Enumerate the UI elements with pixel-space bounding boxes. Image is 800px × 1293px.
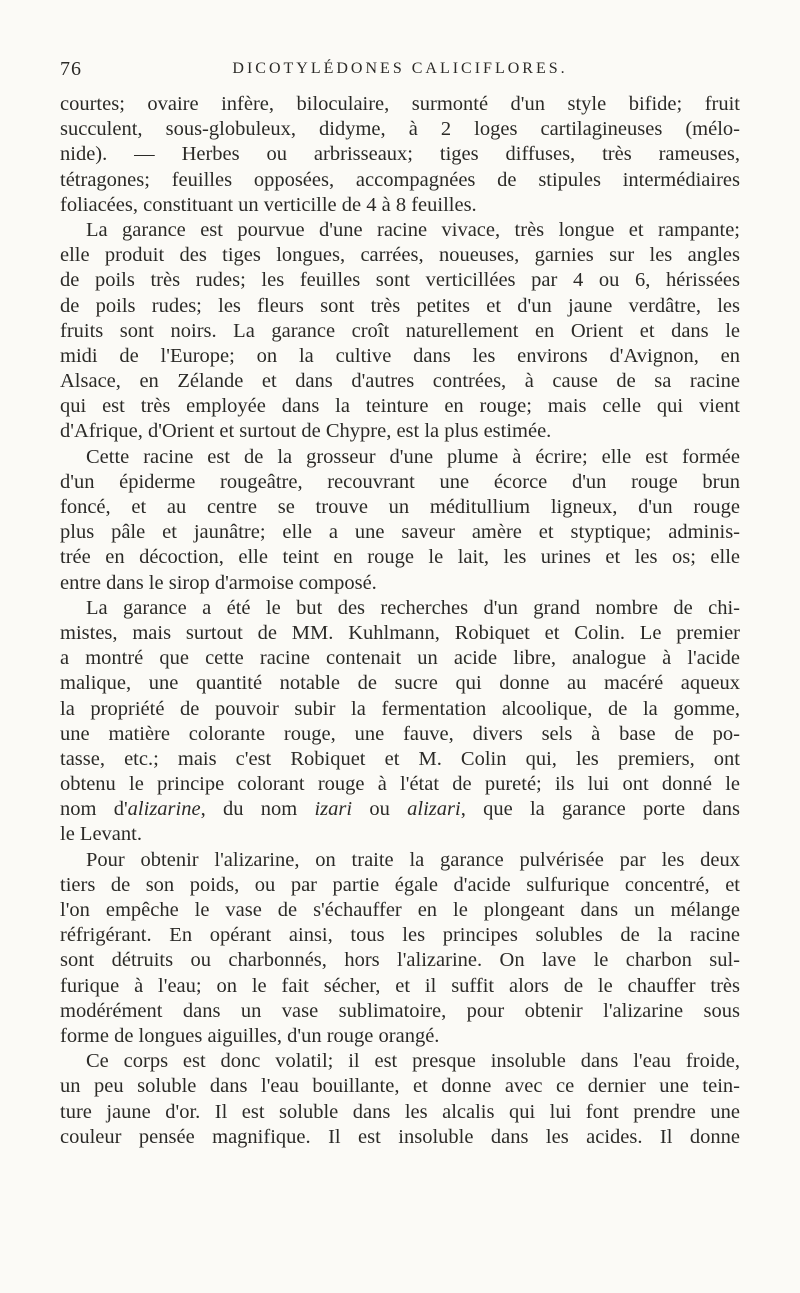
text-line: tasse, etc.; mais c'est Robiquet et M. Colin qui, les premiers, ont bbox=[60, 747, 740, 770]
text-line: mistes, mais surtout de MM. Kuhlmann, Robiquet et Colin. Le premier bbox=[60, 621, 740, 644]
italic-term-izari: izari bbox=[314, 798, 353, 821]
text-line: une matière colorante rouge, une fauve, divers sels à base de po- bbox=[60, 722, 740, 745]
text-segment: , que la garance porte dans bbox=[460, 798, 740, 821]
text-line: qui est très employée dans la teinture en rouge; mais celle qui vient bbox=[60, 395, 740, 418]
text-line: forme de longues aiguilles, d'un rouge orangé. bbox=[60, 1024, 440, 1047]
text-line: modérément dans un vase sublimatoire, pour obtenir l'alizarine sous bbox=[60, 999, 740, 1022]
text-line: couleur pensée magnifique. Il est insoluble dans les acides. Il donne bbox=[60, 1125, 740, 1148]
text-line: sont détruits ou charbonnés, hors l'alizarine. On lave le charbon sul- bbox=[60, 949, 740, 972]
text-line: plus pâle et jaunâtre; elle a une saveur amère et styptique; adminis- bbox=[60, 521, 740, 544]
text-line: Alsace, en Zélande et dans d'autres contrées, à cause de sa racine bbox=[60, 370, 740, 393]
text-segment: ou bbox=[352, 798, 408, 821]
text-segment: , du nom bbox=[200, 798, 315, 821]
text-line: l'on empêche le vase de s'échauffer en le plongeant dans un mélange bbox=[60, 899, 740, 921]
text-line: un peu soluble dans l'eau bouillante, et donne avec ce dernier une tein- bbox=[60, 1075, 740, 1098]
text-line: foliacées, constituant un verticille de 4 à 8 feuilles. bbox=[60, 193, 477, 216]
text-line: de poils très rudes; les feuilles sont verticillées par 4 ou 6, hérissées bbox=[60, 269, 740, 292]
page-number: 76 bbox=[60, 58, 82, 80]
text-line: a montré que cette racine contenait un acide libre, analogue à l'acide bbox=[60, 647, 740, 670]
text-line: malique, une quantité notable de sucre qui donne au macéré aqueux bbox=[60, 672, 740, 695]
text-line: nide). — Herbes ou arbrisseaux; tiges diffuses, très rameuses, bbox=[60, 143, 740, 166]
paragraph-start-line: Pour obtenir l'alizarine, on traite la garance pulvérisée par les deux bbox=[86, 848, 740, 871]
text-line: courtes; ovaire infère, biloculaire, surmonté d'un style bifide; fruit bbox=[60, 93, 740, 115]
text-line: d'Afrique, d'Orient et surtout de Chypre, est la plus estimée. bbox=[60, 420, 552, 443]
italic-term-alizari: alizari bbox=[407, 798, 461, 821]
page-header bbox=[60, 58, 740, 88]
text-line: elle produit des tiges longues, carrées, noueuses, garnies sur les angles bbox=[60, 244, 740, 267]
body-text bbox=[60, 92, 740, 1150]
text-line: obtenu le principe colorant rouge à l'état de pureté; ils lui ont donné le bbox=[60, 773, 740, 796]
text-line-with-italics bbox=[60, 797, 740, 822]
italic-term-alizarine: alizarine bbox=[127, 798, 201, 821]
paragraph-start-line: Ce corps est donc volatil; il est presque insoluble dans l'eau froide, bbox=[86, 1050, 740, 1073]
text-line: entre dans le sirop d'armoise composé. bbox=[60, 571, 377, 594]
text-line: succulent, sous-globuleux, didyme, à 2 loges cartilagineuses (mélo- bbox=[60, 118, 740, 141]
paragraph-start-line: La garance est pourvue d'une racine vivace, très longue et rampante; bbox=[86, 218, 740, 241]
text-line: furique à l'eau; on le fait sécher, et il suffit alors de le chauffer très bbox=[60, 974, 740, 997]
text-line: la propriété de pouvoir subir la fermentation alcoolique, de la gomme, bbox=[60, 697, 740, 720]
text-line: trée en décoction, elle teint en rouge le lait, les urines et les os; elle bbox=[60, 546, 740, 569]
text-line: ture jaune d'or. Il est soluble dans les alcalis qui lui font prendre une bbox=[60, 1100, 740, 1123]
text-line: foncé, et au centre se trouve un méditullium ligneux, d'un rouge bbox=[60, 496, 740, 518]
text-line: réfrigérant. En opérant ainsi, tous les principes solubles de la racine bbox=[60, 924, 740, 947]
text-line: tétragones; feuilles opposées, accompagnées de stipules intermédiaires bbox=[60, 168, 740, 191]
paragraph-start-line: Cette racine est de la grosseur d'une plume à écrire; elle est formée bbox=[86, 445, 740, 468]
text-line: le Levant. bbox=[60, 823, 142, 846]
running-title: DICOTYLÉDONES CALICIFLORES. bbox=[232, 60, 568, 77]
paragraph-start-line: La garance a été le but des recherches d'un grand nombre de chi- bbox=[86, 596, 740, 619]
text-line: midi de l'Europe; on la cultive dans les environs d'Avignon, en bbox=[60, 344, 740, 367]
text-segment: nom d' bbox=[60, 798, 128, 821]
text-line: de poils rudes; les fleurs sont très petites et d'un jaune verdâtre, les bbox=[60, 294, 740, 317]
text-line: tiers de son poids, ou par partie égale d'acide sulfurique concentré, et bbox=[60, 873, 740, 896]
text-line: fruits sont noirs. La garance croît naturellement en Orient et dans le bbox=[60, 319, 740, 342]
text-line: d'un épiderme rougeâtre, recouvrant une écorce d'un rouge brun bbox=[60, 470, 740, 493]
